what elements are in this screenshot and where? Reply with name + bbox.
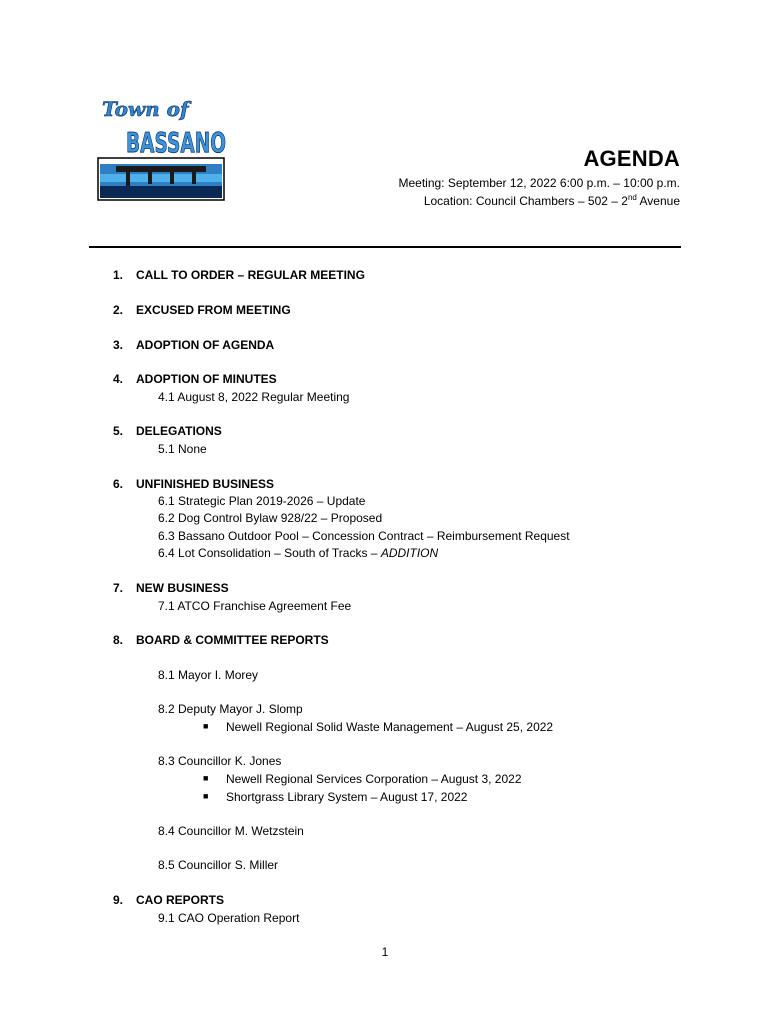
- item-number: 9.: [113, 893, 124, 907]
- bullet-item: Newell Regional Solid Waste Management – August 25, 2022: [226, 720, 554, 734]
- meeting-time: Meeting: September 12, 2022 6:00 p.m. – 10:00 p.m.: [398, 176, 680, 190]
- item-heading: ADOPTION OF MINUTES: [136, 372, 277, 386]
- item-number: 4.: [113, 372, 124, 386]
- logo-text-town-of: Town of: [102, 97, 189, 121]
- location-text: Location: Council Chambers – 502 – 2: [423, 194, 628, 208]
- location-suffix: Avenue: [636, 194, 680, 208]
- item-number: 7.: [113, 581, 124, 595]
- page-title: AGENDA: [583, 146, 680, 171]
- bullet-icon: ■: [203, 773, 209, 783]
- town-of-bassano-logo: [96, 96, 228, 204]
- item-heading: DELEGATIONS: [136, 424, 222, 438]
- logo-text-bassano: BASSANO: [126, 126, 226, 159]
- addition-note: ADDITION: [380, 546, 439, 560]
- subitem: 4.1 August 8, 2022 Regular Meeting: [158, 390, 350, 404]
- subitem: 8.1 Mayor I. Morey: [158, 668, 259, 682]
- bullet-icon: ■: [203, 721, 209, 731]
- subitem: 6.1 Strategic Plan 2019-2026 – Update: [158, 494, 366, 508]
- bullet-item: Shortgrass Library System – August 17, 2022: [226, 790, 468, 804]
- subitem: 8.3 Councillor K. Jones: [158, 754, 282, 768]
- item-number: 8.: [113, 633, 124, 647]
- subitem: 8.5 Councillor S. Miller: [158, 858, 279, 872]
- subitem-text: 6.4 Lot Consolidation – South of Tracks –: [158, 546, 381, 560]
- header-divider: [89, 246, 681, 248]
- item-heading: BOARD & COMMITTEE REPORTS: [136, 633, 329, 647]
- item-heading: CAO REPORTS: [136, 893, 225, 907]
- item-number: 6.: [113, 477, 124, 491]
- subitem: 7.1 ATCO Franchise Agreement Fee: [158, 599, 352, 613]
- item-number: 2.: [113, 303, 124, 317]
- item-number: 5.: [113, 424, 124, 438]
- bullet-icon: ■: [203, 791, 209, 801]
- bullet-item: Newell Regional Services Corporation – August 3, 2022: [226, 772, 522, 786]
- subitem: [158, 546, 438, 560]
- item-number: 3.: [113, 338, 124, 352]
- item-heading: NEW BUSINESS: [136, 581, 229, 595]
- subitem: 6.2 Dog Control Bylaw 928/22 – Proposed: [158, 511, 383, 525]
- subitem: 8.4 Councillor M. Wetzstein: [158, 824, 304, 838]
- meeting-location: [424, 193, 680, 208]
- item-number: 1.: [113, 268, 124, 282]
- subitem: 5.1 None: [158, 442, 207, 456]
- location-superscript: nd: [627, 193, 637, 202]
- item-heading: ADOPTION OF AGENDA: [136, 338, 275, 352]
- subitem: 8.2 Deputy Mayor J. Slomp: [158, 702, 303, 716]
- page-number: 1: [381, 945, 389, 959]
- item-heading: UNFINISHED BUSINESS: [136, 477, 275, 491]
- subitem: 6.3 Bassano Outdoor Pool – Concession Contract – Reimbursement Request: [158, 529, 570, 543]
- item-heading: CALL TO ORDER – REGULAR MEETING: [136, 268, 365, 282]
- subitem: 9.1 CAO Operation Report: [158, 911, 300, 925]
- item-heading: EXCUSED FROM MEETING: [136, 303, 291, 317]
